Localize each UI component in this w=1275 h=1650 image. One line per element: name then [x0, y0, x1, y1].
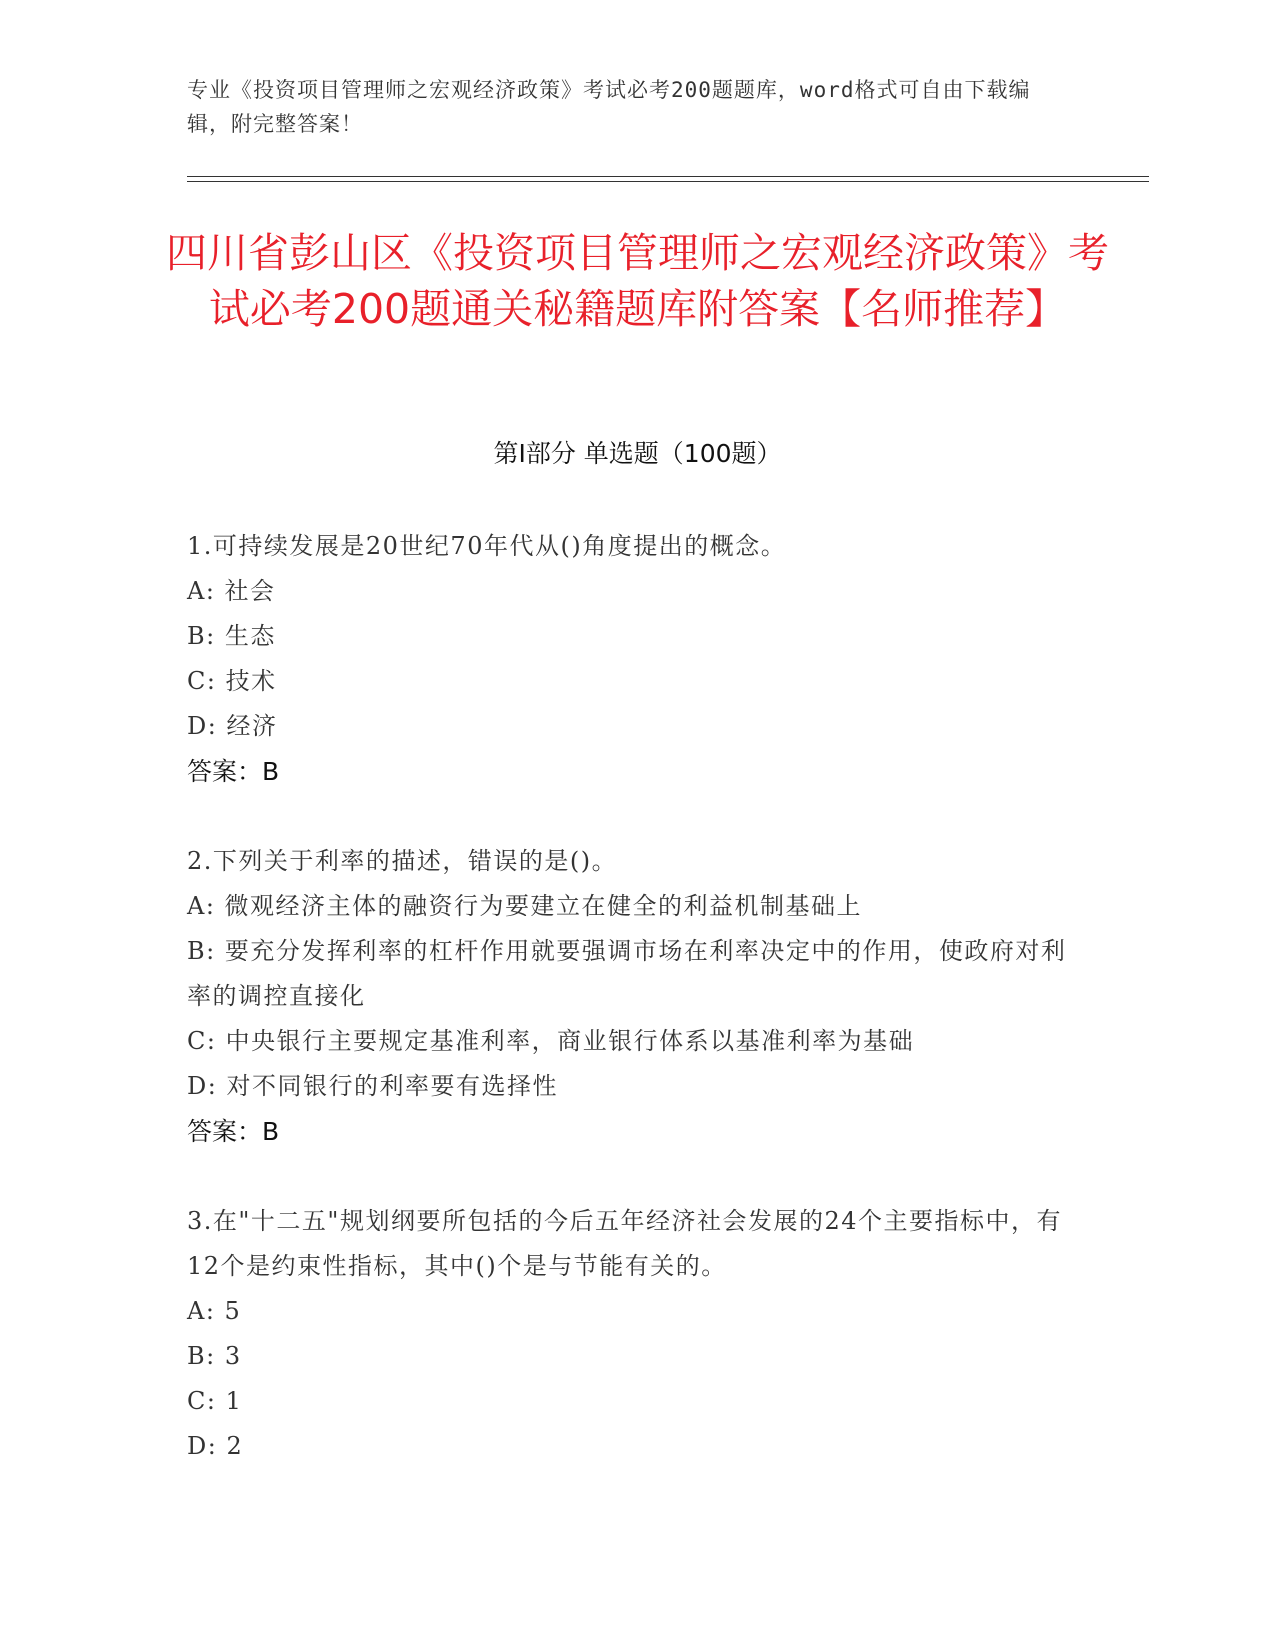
option-b: B: 要充分发挥利率的杠杆作用就要强调市场在利率决定中的作用，使政府对利率的调控直接化 — [187, 937, 1067, 1010]
question-stem: 2.下列关于利率的描述，错误的是()。 — [187, 847, 618, 875]
document-title: 四川省彭山区《投资项目管理师之宏观经济政策》考试必考200题通关秘籍题库附答案【名师推荐】 — [166, 229, 1109, 333]
question-stem: 3.在"十二五"规划纲要所包括的今后五年经济社会发展的24个主要指标中，有12个是约束性指标，其中()个是与节能有关的。 — [187, 1207, 1063, 1280]
question-1 — [187, 524, 1087, 794]
question-list — [187, 524, 1087, 1514]
option-c: C: 1 — [187, 1387, 243, 1415]
option-c: C: 中央银行主要规定基准利率，商业银行体系以基准利率为基础 — [187, 1027, 915, 1055]
option-b: B: 生态 — [187, 622, 276, 650]
header-divider-thin — [187, 181, 1149, 182]
option-a: A: 5 — [187, 1297, 242, 1325]
option-d: D: 对不同银行的利率要有选择性 — [187, 1072, 558, 1100]
header-note: 专业《投资项目管理师之宏观经济政策》考试必考200题题库，word格式可自由下载编辑，附完整答案！ — [187, 78, 1031, 136]
option-a: A: 微观经济主体的融资行为要建立在健全的利益机制基础上 — [187, 892, 863, 920]
question-2 — [187, 839, 1087, 1154]
question-stem: 1.可持续发展是20世纪70年代从()角度提出的概念。 — [187, 532, 787, 560]
header-divider-thick — [187, 176, 1149, 177]
answer: 答案：B — [187, 757, 280, 786]
question-3 — [187, 1199, 1087, 1469]
option-a: A: 社会 — [187, 577, 276, 605]
option-d: D: 2 — [187, 1432, 244, 1460]
answer: 答案：B — [187, 1117, 280, 1146]
option-d: D: 经济 — [187, 712, 278, 740]
option-c: C: 技术 — [187, 667, 277, 695]
section-heading: 第I部分 单选题（100题） — [493, 439, 782, 468]
option-b: B: 3 — [187, 1342, 242, 1370]
